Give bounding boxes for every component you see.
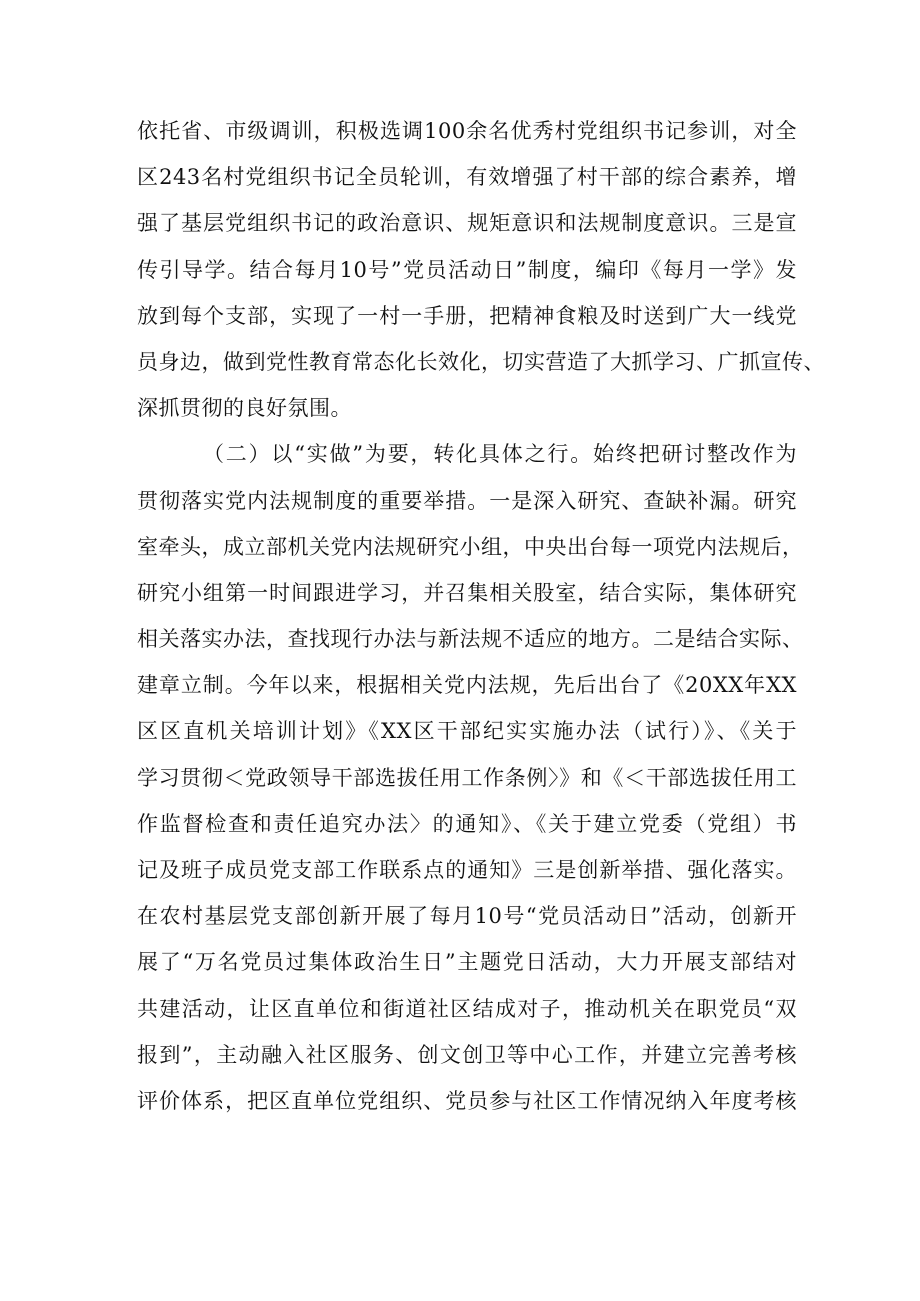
text-line-13: 建章立制。今年以来，根据相关党内法规，先后出台了《20XX年XX [137, 673, 797, 698]
text-line-11: 研究小组第一时间跟进学习，并召集相关股室，结合实际，集体研究 [137, 580, 797, 605]
text-line-2: 区243名村党组织书记全员轮训，有效增强了村干部的综合素养，增 [137, 165, 797, 190]
text-line-6: 员身边，做到党性教育常态化长效化，切实营造了大抓学习、广抓宣传、 [137, 349, 825, 374]
text-line-17: 记及班子成员党支部工作联系点的通知》三是创新举措、强化落实。 [137, 858, 797, 882]
text-line-1: 依托省、市级调训，积极选调100余名优秀村党组织书记参训，对全 [137, 119, 797, 143]
text-line-15: 学习贯彻＜党政领导干部选拔任用工作条例〉》和《＜干部选拔任用工 [137, 765, 797, 790]
text-line-18: 在农村基层党支部创新开展了每月10号“党员活动日”活动，创新开 [137, 904, 797, 929]
text-line-10: 室牵头，成立部机关党内法规研究小组，中央出台每一项党内法规后， [137, 534, 804, 559]
text-line-19: 展了“万名党员过集体政治生日”主题党日活动，大力开展支部结对 [137, 950, 797, 975]
text-line-14: 区区直机关培训计划》《XX区干部纪实实施办法（试行）》、《关于 [137, 719, 797, 744]
text-line-21: 报到”，主动融入社区服务、创文创卫等中心工作，并建立完善考核 [137, 1042, 797, 1067]
text-line-16: 作监督检查和责任追究办法〉的通知》、《关于建立党委（党组）书 [137, 811, 797, 836]
text-line-12: 相关落实办法，查找现行办法与新法规不适应的地方。二是结合实际、 [137, 627, 804, 652]
text-line-20: 共建活动，让区直单位和街道社区结成对子，推动机关在职党员“双 [137, 996, 797, 1021]
text-line-3: 强了基层党组织书记的政治意识、规矩意识和法规制度意识。三是宣 [137, 211, 797, 236]
text-line-22: 评价体系，把区直单位党组织、党员参与社区工作情况纳入年度考核 [137, 1088, 797, 1113]
text-line-9: 贯彻落实党内法规制度的重要举措。一是深入研究、查缺补漏。研究 [137, 488, 797, 513]
body-text [137, 108, 825, 1124]
section-heading-line: （二）以“实做”为要，转化具体之行。始终把研讨整改作为 [203, 442, 797, 467]
text-line-5: 放到每个支部，实现了一村一手册，把精神食粮及时送到广大一线党 [137, 303, 797, 328]
text-line-7: 深抓贯彻的良好氛围。 [137, 396, 352, 421]
text-line-4: 传引导学。结合每月10号”党员活动日”制度，编印《每月一学》发 [137, 257, 797, 282]
